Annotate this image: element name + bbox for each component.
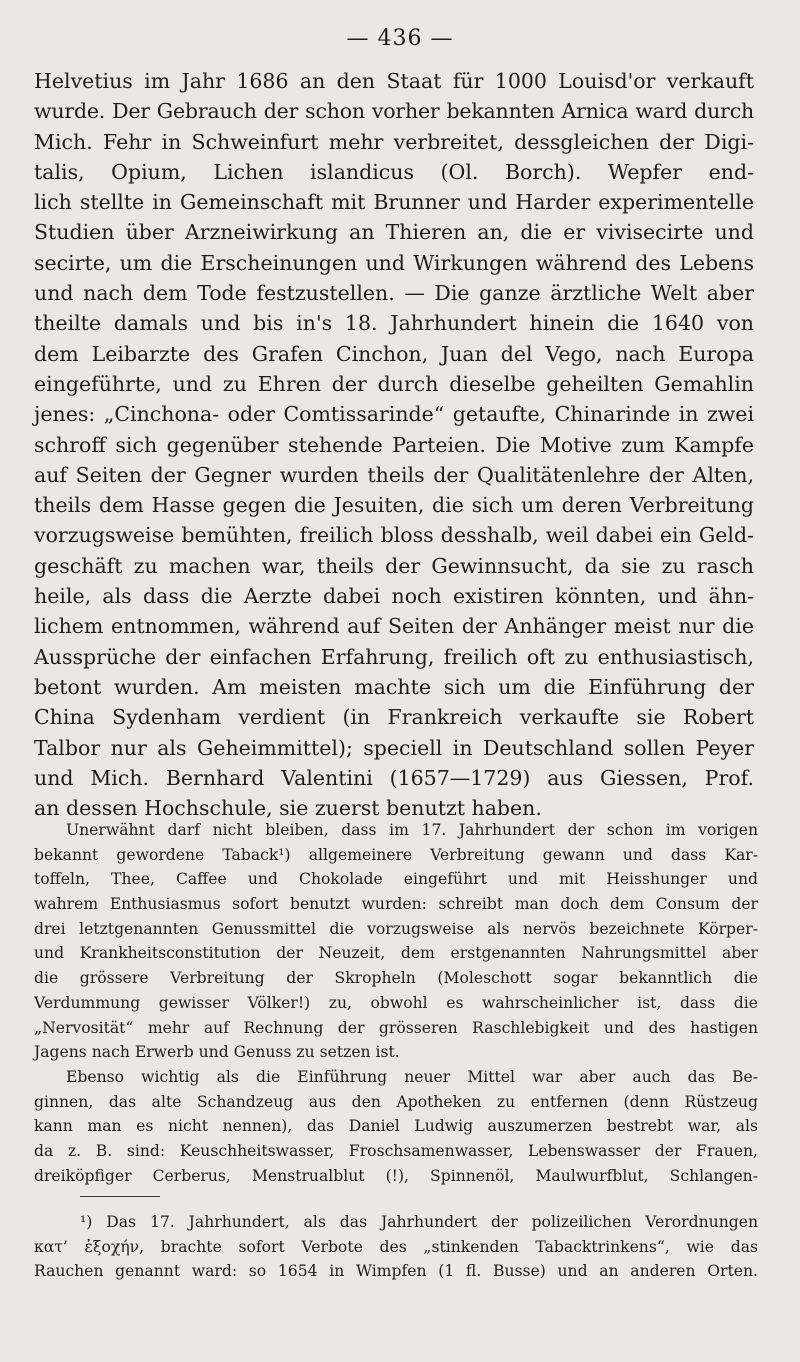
text-line: Aussprüche der einfachen Erfahrung, freilich oft zu enthusiastisch,: [34, 644, 754, 669]
text-line: jenes: „Cinchona- oder Comtissarinde“ getaufte, Chinarinde in zwei: [34, 402, 754, 427]
text-line: ginnen, das alte Schandzeug aus den Apotheken zu entfernen (denn Rüstzeug: [34, 1092, 758, 1111]
text-line: Jagens nach Erwerb und Genuss zu setzen ist.: [34, 1043, 400, 1062]
text-line: „Nervosität“ mehr auf Rechnung der grösseren Raschlebigkeit und des hastigen: [34, 1018, 758, 1037]
text-line: und Krankheitsconstitution der Neuzeit, dem erstgenannten Nahrungsmittel aber: [34, 944, 758, 963]
text-line: lichem entnommen, während auf Seiten der Anhänger meist nur die: [34, 614, 754, 639]
text-line: Mich. Fehr in Schweinfurt mehr verbreitet, dessgleichen der Digi-: [34, 129, 754, 154]
text-line: und nach dem Tode festzustellen. — Die ganze ärztliche Welt aber: [34, 281, 754, 306]
text-line: Helvetius im Jahr 1686 an den Staat für 1000 Louisd'or verkauft: [34, 69, 754, 93]
page-number: — 436 —: [346, 26, 454, 51]
text-line: Verdummung gewisser Völker!) zu, obwohl es wahrscheinlicher ist, dass die: [34, 993, 758, 1012]
text-line: wahrem Enthusiasmus sofort benutzt wurden: schreibt man doch dem Consum der: [34, 895, 758, 914]
text-line: toffeln, Thee, Caffee und Chokolade eingeführt und mit Heisshunger und: [34, 870, 758, 889]
text-line: secirte, um die Erscheinungen und Wirkungen während des Lebens: [34, 250, 754, 275]
text-line: Rauchen genannt ward: so 1654 in Wimpfen (1 fl. Busse) und an anderen Orten.: [34, 1262, 758, 1281]
text-line: und Mich. Bernhard Valentini (1657—1729) aus Giessen, Prof.: [34, 765, 754, 790]
text-line: wurde. Der Gebrauch der schon vorher bekannten Arnica ward durch: [34, 99, 754, 124]
text-line: Talbor nur als Geheimmittel); speciell in Deutschland sollen Peyer: [34, 735, 754, 760]
text-line: eingeführte, und zu Ehren der durch dieselbe geheilten Gemahlin: [34, 371, 754, 396]
main-text: [34, 66, 754, 823]
small-print-text: [34, 818, 758, 1188]
text-line: schroff sich gegenüber stehende Parteien. Die Motive zum Kampfe: [34, 432, 754, 457]
text-line: drei letztgenannten Genussmittel die vorzugsweise als nervös bezeichnete Körper-: [34, 919, 758, 938]
footnote: [34, 1210, 758, 1284]
text-line: kann man es nicht nennen), das Daniel Ludwig auszumerzen bestrebt war, als: [34, 1117, 758, 1136]
text-line: Studien über Arzneiwirkung an Thieren an, die er vivisecirte und: [34, 220, 754, 245]
text-line: Unerwähnt darf nicht bleiben, dass im 17. Jahrhundert der schon im vorigen: [66, 821, 758, 839]
text-line: auf Seiten der Gegner wurden theils der Qualitätenlehre der Alten,: [34, 462, 754, 487]
text-line: lich stellte in Gemeinschaft mit Brunner und Harder experimentelle: [34, 190, 754, 215]
text-line: dreiköpfiger Cerberus, Menstrualblut (!), Spinnenöl, Maulwurfblut, Schlangen-: [34, 1166, 758, 1185]
text-line: heile, als dass die Aerzte dabei noch existiren könnten, und ähn-: [34, 584, 754, 609]
text-line: theils dem Hasse gegen die Jesuiten, die sich um deren Verbreitung: [34, 493, 754, 518]
text-line: bekannt gewordene Taback¹) allgemeinere Verbreitung gewann und dass Kar-: [34, 845, 758, 864]
text-line: betont wurden. Am meisten machte sich um die Einführung der: [34, 674, 754, 699]
text-line: an dessen Hochschule, sie zuerst benutzt haben.: [34, 796, 542, 821]
text-line: vorzugsweise bemühten, freilich bloss desshalb, weil dabei ein Geld-: [34, 523, 754, 548]
text-line: geschäft zu machen war, theils der Gewinnsucht, da sie zu rasch: [34, 553, 754, 578]
text-line: theilte damals und bis in's 18. Jahrhundert hinein die 1640 von: [34, 311, 754, 336]
text-line: China Sydenham verdient (in Frankreich verkaufte sie Robert: [34, 705, 754, 730]
text-line: κατ’ ἐξοχήν, brachte sofort Verbote des „stinkenden Tabacktrinkens“, wie das: [34, 1237, 758, 1256]
text-line: dem Leibarzte des Grafen Cinchon, Juan del Vego, nach Europa: [34, 341, 754, 366]
text-line: talis, Opium, Lichen islandicus (Ol. Borch). Wepfer end-: [34, 159, 754, 184]
footnote-divider: [80, 1196, 160, 1197]
text-line: die grössere Verbreitung der Skropheln (Moleschott sogar bekanntlich die: [34, 969, 758, 988]
text-line: da z. B. sind: Keuschheitswasser, Froschsamenwasser, Lebenswasser der Frauen,: [34, 1141, 758, 1160]
text-line: Ebenso wichtig als die Einführung neuer Mittel war aber auch das Be-: [66, 1067, 758, 1086]
text-line: ¹) Das 17. Jahrhundert, als das Jahrhundert der polizeilichen Verordnungen: [80, 1213, 758, 1231]
